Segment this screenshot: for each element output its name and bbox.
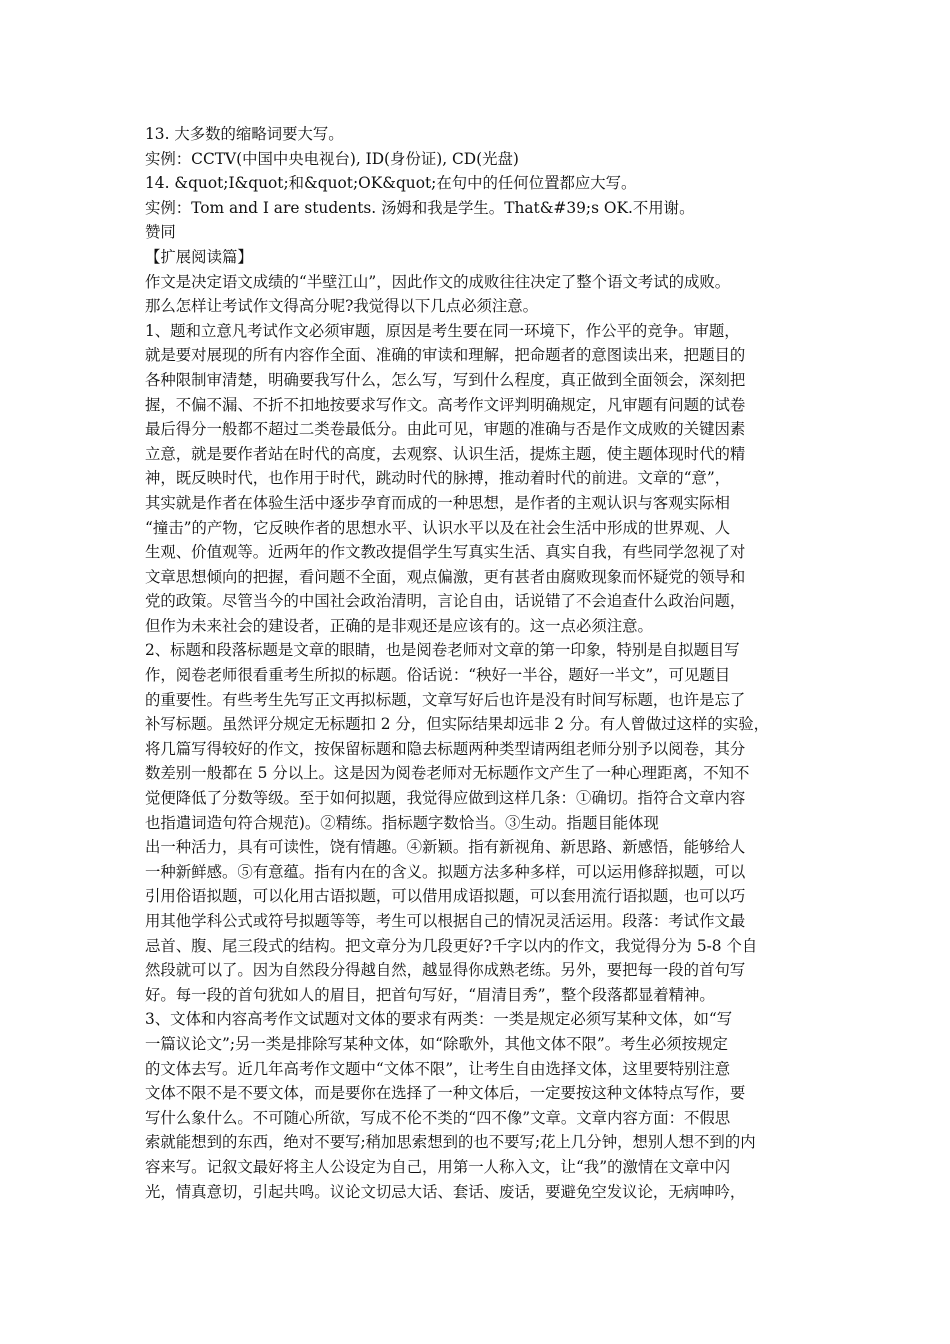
text-line: 就是要对展现的所有内容作全面、准确的审读和理解，把命题者的意图读出来，把题目的 <box>145 346 746 365</box>
document-body <box>145 122 817 1204</box>
text-line: 神，既反映时代，也作用于时代，跳动时代的脉搏，推动着时代的前进。文章的“意”， <box>145 469 731 488</box>
text-line: 赞同 <box>145 223 176 242</box>
text-line: 实例：CCTV(中国中央电视台), ID(身份证), CD(光盘) <box>145 149 519 168</box>
text-line: 的重要性。有些考生先写正文再拟标题，文章写好后也许是没有时间写标题，也许是忘了 <box>145 690 746 709</box>
text-line: 用其他学科公式或符号拟题等等，考生可以根据自己的情况灵活运用。段落：考试作文最 <box>145 912 746 930</box>
text-line: 觉便降低了分数等级。至于如何拟题，我觉得应做到这样几条：①确切。指符合文章内容 <box>145 789 746 808</box>
text-line: 引用俗语拟题，可以化用古语拟题，可以借用成语拟题，可以套用流行语拟题，也可以巧 <box>145 887 746 906</box>
text-line: 握，不偏不漏、不折不扣地按要求写作文。高考作文评判明确规定，凡审题有问题的试卷 <box>145 395 746 414</box>
text-line: 文章思想倾向的把握，看问题不全面，观点偏激，更有甚者由腐败现象而怀疑党的领导和 <box>145 567 746 586</box>
text-line: 【扩展阅读篇】 <box>145 247 253 266</box>
text-line: 3、文体和内容高考作文试题对文体的要求有两类：一类是规定必须写某种文体，如“写 <box>145 1010 733 1029</box>
text-line: 1、题和立意凡考试作文必须审题，原因是考生要在同一环境下，作公平的竞争。审题， <box>145 321 740 340</box>
text-line: 2、标题和段落标题是文章的眼睛，也是阅卷老师对文章的第一印象，特别是自拟题目写 <box>145 641 740 660</box>
text-line: 好。每一段的首句犹如人的眉目，把首句写好，“眉清目秀”，整个段落都显着精神。 <box>145 985 715 1004</box>
text-line: 一种新鲜感。⑤有意蕴。指有内在的含义。拟题方法多种多样，可以运用修辞拟题，可以 <box>145 862 746 881</box>
text-line: 其实就是作者在体验生活中逐步孕育而成的一种思想，是作者的主观认识与客观实际相 <box>145 493 730 512</box>
text-line: 的文体去写。近几年高考作文题中“文体不限”，让考生自由选择文体，这里要特别注意 <box>145 1059 731 1078</box>
text-line: 那么怎样让考试作文得高分呢?我觉得以下几点必须注意。 <box>145 297 539 316</box>
text-line: 然段就可以了。因为自然段分得越自然，越显得你成熟老练。另外，要把每一段的首句写 <box>145 961 746 980</box>
text-line: 但作为未来社会的建设者，正确的是非观还是应该有的。这一点必须注意。 <box>145 616 653 635</box>
text-line: 将几篇写得较好的作文，按保留标题和隐去标题两种类型请两组老师分别予以阅卷，其分 <box>145 739 746 758</box>
text-line: 数差别一般都在 5 分以上。这是因为阅卷老师对无标题作文产生了一种心理距离，不知不 <box>145 764 750 783</box>
text-line: “撞击”的产物，它反映作者的思想水平、认识水平以及在社会生活中形成的世界观、人 <box>145 518 731 537</box>
text-line: 实例：Tom and I are students. 汤姆和我是学生。That&#39;s OK.不用谢。 <box>145 198 695 217</box>
text-line: 14. &quot;I&quot;和&quot;OK&quot;在句中的任何位置都应大写。 <box>145 174 637 193</box>
text-line: 生观、价值观等。近两年的作文教改提倡学生写真实生活、真实自我，有些同学忽视了对 <box>145 543 746 562</box>
text-line: 索就能想到的东西，绝对不要写;稍加思索想到的也不要写;花上几分钟，想别人想不到的内 <box>145 1133 756 1152</box>
text-line: 一篇议论文”;另一类是排除写某种文体，如“除歌外，其他文体不限”。考生必须按规定 <box>145 1034 728 1053</box>
text-line: 作，阅卷老师很看重考生所拟的标题。俗话说：“秧好一半谷，题好一半文”，可见题目 <box>145 666 731 685</box>
text-line: 文体不限不是不要文体，而是要你在选择了一种文体后，一定要按这种文体特点写作，要 <box>145 1084 746 1103</box>
text-line: 13. 大多数的缩略词要大写。 <box>145 125 344 143</box>
text-line: 各种限制审清楚，明确要我写什么，怎么写，写到什么程度，真正做到全面领会，深刻把 <box>145 370 746 389</box>
text-line: 党的政策。尽管当今的中国社会政治清明，言论自由，话说错了不会追查什么政治问题， <box>145 592 746 611</box>
text-line: 出一种活力，具有可读性，饶有情趣。④新颖。指有新视角、新思路、新感悟，能够给人 <box>145 838 746 857</box>
text-line: 忌首、腹、尾三段式的结构。把文章分为几段更好?千字以内的作文，我觉得分为 5-8 个自 <box>145 936 758 955</box>
text-line: 立意，就是要作者站在时代的高度，去观察、认识生活，提炼主题，使主题体现时代的精 <box>145 444 746 463</box>
text-line: 容来写。记叙文最好将主人公设定为自己，用第一人称入文，让“我”的激情在文章中闪 <box>145 1157 731 1176</box>
text-line: 最后得分一般都不超过二类卷最低分。由此可见，审题的准确与否是作文成败的关键因素 <box>145 420 746 439</box>
text-line: 补写标题。虽然评分规定无标题扣 2 分，但实际结果却远非 2 分。有人曾做过这样的实验， <box>145 715 769 734</box>
text-line: 作文是决定语文成绩的“半壁江山”，因此作文的成败往往决定了整个语文考试的成败。 <box>145 272 731 291</box>
text-line: 写什么象什么。不可随心所欲，写成不伦不类的“四不像”文章。文章内容方面：不假思 <box>145 1108 731 1127</box>
text-line: 也指遣词造句符合规范)。②精练。指标题字数恰当。③生动。指题目能体现 <box>145 813 659 832</box>
text-line: 光，情真意切，引起共鸣。议论文切忌大话、套话、废话，要避免空发议论，无病呻吟， <box>145 1182 746 1201</box>
